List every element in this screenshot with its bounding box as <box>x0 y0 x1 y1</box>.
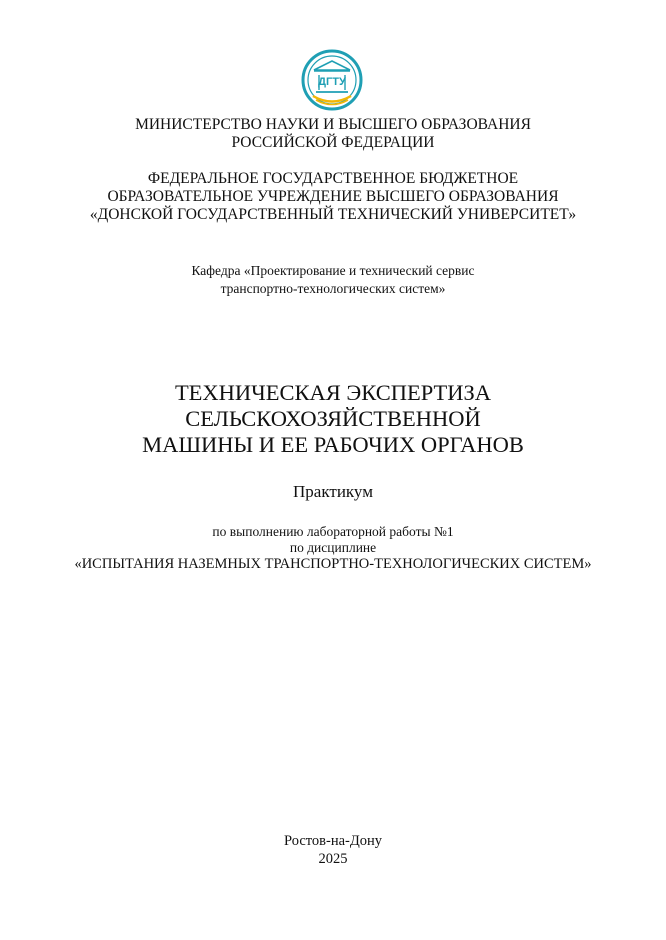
university-emblem-icon <box>300 48 364 112</box>
ministry-line-2: РОССИЙСКОЙ ФЕДЕРАЦИИ <box>231 134 435 151</box>
title-line-1: ТЕХНИЧЕСКАЯ ЭКСПЕРТИЗА <box>174 380 492 405</box>
ministry-heading <box>0 116 666 152</box>
university-line-3: «ДОНСКОЙ ГОСУДАРСТВЕННЫЙ ТЕХНИЧЕСКИЙ УНИВЕРСИТЕТ» <box>89 206 577 223</box>
publication-year: 2025 <box>318 851 348 867</box>
university-line-2: ОБРАЗОВАТЕЛЬНОЕ УЧРЕЖДЕНИЕ ВЫСШЕГО ОБРАЗОВАНИЯ <box>107 188 559 205</box>
department-line-2: транспортно-технологических систем» <box>220 281 446 296</box>
publication-city: Ростов-на-Дону <box>284 833 382 849</box>
document-title <box>0 380 666 458</box>
description-line-1: по выполнению лабораторной работы №1 <box>212 524 454 539</box>
university-heading <box>0 170 666 224</box>
description-line-2: по дисциплине <box>289 540 377 555</box>
document-subtitle: Практикум <box>293 482 373 501</box>
logo-text: ДГТУ <box>318 76 346 88</box>
department-line-1: Кафедра «Проектирование и технический сервис <box>191 263 475 278</box>
department-heading <box>0 262 666 298</box>
title-line-3: МАШИНЫ И ЕЕ РАБОЧИХ ОРГАНОВ <box>142 432 524 457</box>
title-line-2: СЕЛЬСКОХОЗЯЙСТВЕННОЙ <box>185 406 481 431</box>
document-description <box>0 524 666 572</box>
publication-info <box>0 832 666 868</box>
ministry-line-1: МИНИСТЕРСТВО НАУКИ И ВЫСШЕГО ОБРАЗОВАНИЯ <box>135 116 531 133</box>
university-line-1: ФЕДЕРАЛЬНОЕ ГОСУДАРСТВЕННОЕ БЮДЖЕТНОЕ <box>147 170 519 187</box>
description-line-3: «ИСПЫТАНИЯ НАЗЕМНЫХ ТРАНСПОРТНО-ТЕХНОЛОГИЧЕСКИХ СИСТЕМ» <box>74 556 592 572</box>
